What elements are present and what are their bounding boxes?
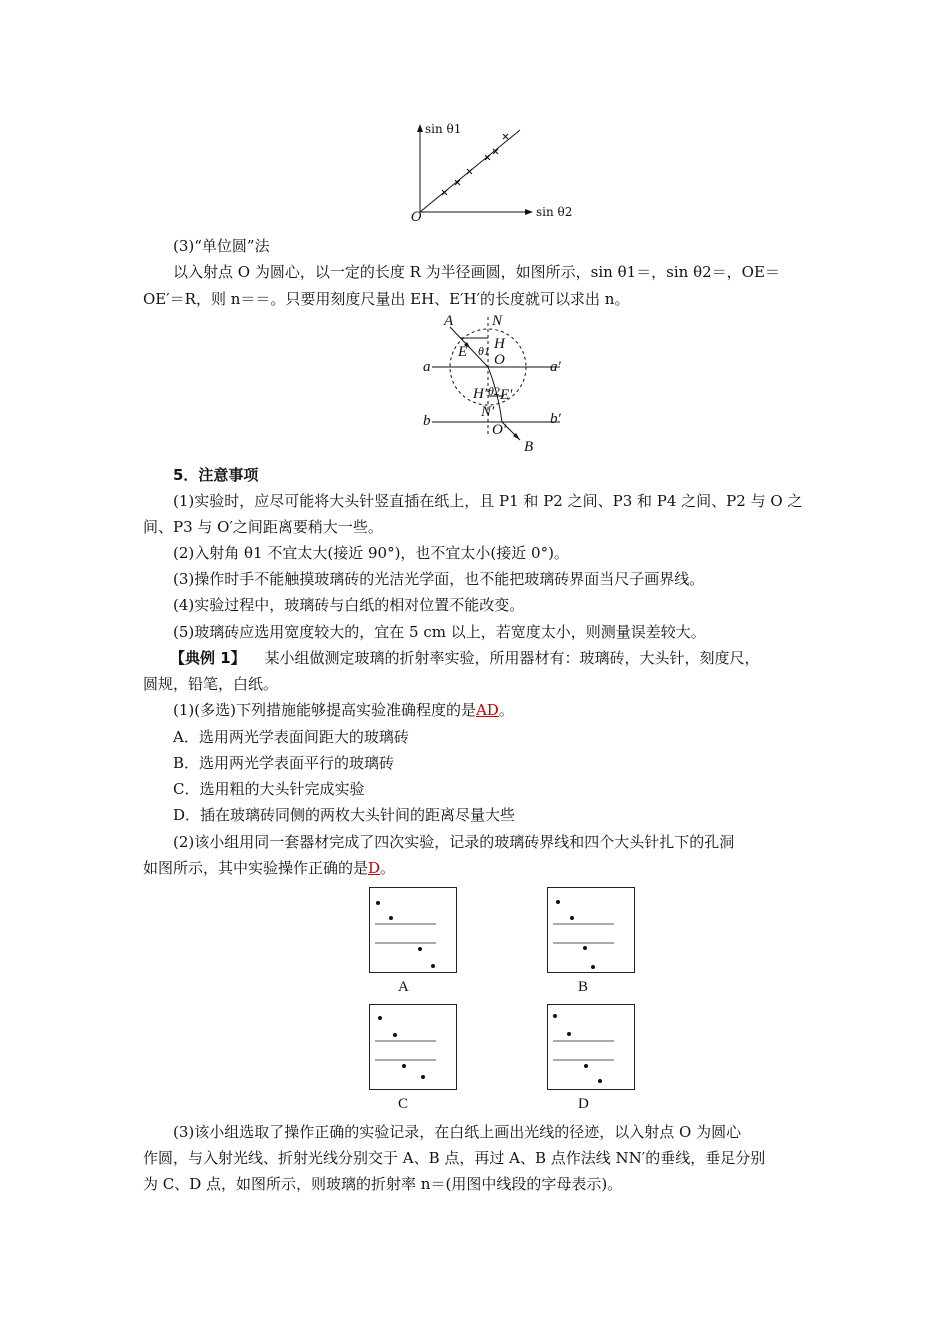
graph-x-label: sin θ2 [536,205,573,219]
example1-q3-line1: (3)该小组选取了操作正确的实验记录，在白纸上画出光线的径迹，以入射点 O 为圆心 [173,1123,742,1141]
fig2-label-a-upper: A [444,313,454,329]
section5-item-1a: (1)实验时，应尽可能将大头针竖直插在纸上，且 P1 和 P2 之间、P3 和 P4 之间、P2 与 O 之 [173,492,803,510]
fig2-label-theta1: θ1 [478,344,490,358]
graph-y-label: sin θ1 [425,122,462,136]
example1-intro-line2: 圆规，铅笔，白纸。 [143,675,279,693]
option-a: A．选用两光学表面间距大的玻璃砖 [173,728,409,746]
example1-q2-line2 [143,858,395,878]
fig2-label-b-lower: b [423,413,431,429]
fig2-label-h: H [494,336,505,352]
fig2-label-o: O [494,352,505,368]
q1-answer: AD [475,701,499,719]
example1-intro-text: 某小组做测定玻璃的折射率实验，所用器材有：玻璃砖，大头针，刻度尺， [264,649,760,667]
card-c-label: C [398,1096,409,1112]
fig2-label-n-prime: N′ [481,404,495,420]
fig2-label-o-prime: O′ [492,422,507,438]
q1-text: (1)(多选)下列措施能够提高实验准确程度的是 [173,701,476,719]
option-b: B．选用两光学表面平行的玻璃砖 [173,754,395,772]
section5-item-2: (2)入射角 θ1 不宜太大(接近 90°)，也不宜太小(接近 0°)。 [173,544,569,562]
option-c: C．选用粗的大头针完成实验 [173,780,365,798]
option-d: D．插在玻璃砖同侧的两枚大头针间的距离尽量大些 [173,806,516,824]
fig2-label-a-lower: a [423,359,431,375]
q2-suffix: 。 [380,859,396,877]
section5-item-5: (5)玻璃砖应选用宽度较大的，宜在 5 cm 以上，若宽度太小，则测量误差较大。 [173,623,706,641]
example1-q1 [173,700,514,720]
fig2-label-b-upper: B [524,439,534,455]
card-a [369,887,457,973]
graph-origin-label: O [411,210,422,225]
section3-heading: (3)“单位圆”法 [173,237,270,255]
card-d-label: D [578,1096,589,1112]
fig2-label-b-prime: b′ [550,411,561,427]
section5-title: 5．注意事项 [173,466,259,484]
fig2-label-a-prime: a′ [550,359,561,375]
card-a-label: A [398,979,409,995]
fig2-label-e: E [458,344,468,360]
section3-para-line1: 以入射点 O 为圆心，以一定的长度 R 为半径画圆，如图所示，sin θ1＝，sin θ2＝，OE＝ [173,263,780,281]
fig2-label-theta2: θ2 [488,384,500,398]
card-c [369,1004,457,1090]
fig2-label-h-prime: H′ [473,386,488,402]
q1-suffix: 。 [498,701,514,719]
section5-item-1b: 间、P3 与 O′之间距离要稍大一些。 [143,518,383,536]
card-b [547,887,635,973]
example1-q2-line1: (2)该小组用同一套器材完成了四次实验，记录的玻璃砖界线和四个大头针扎下的孔洞 [173,833,735,851]
example1-tag: 【典例 1】 [170,649,246,667]
section5-item-3: (3)操作时手不能触摸玻璃砖的光洁光学面，也不能把玻璃砖界面当尺子画界线。 [173,570,705,588]
q2-text: 如图所示，其中实验操作正确的是 [143,859,369,877]
section5-item-4: (4)实验过程中，玻璃砖与白纸的相对位置不能改变。 [173,596,525,614]
card-d [547,1004,635,1090]
example1-q3-line3: 为 C、D 点，如图所示，则玻璃的折射率 n＝(用图中线段的字母表示)。 [143,1175,623,1193]
fig2-label-n: N [492,313,503,329]
q2-answer: D [368,859,381,877]
fig2-label-e-prime: E′ [500,387,513,403]
example1-q3-line2: 作圆，与入射光线、折射光线分别交于 A、B 点，再过 A、B 点作法线 NN′的垂线，垂足分别 [143,1149,766,1167]
section3-para-line2: OE′＝R，则 n＝＝。只要用刻度尺量出 EH、E′H′的长度就可以求出 n。 [143,290,630,308]
card-b-label: B [578,979,589,995]
example1-intro-line1 [170,648,759,668]
